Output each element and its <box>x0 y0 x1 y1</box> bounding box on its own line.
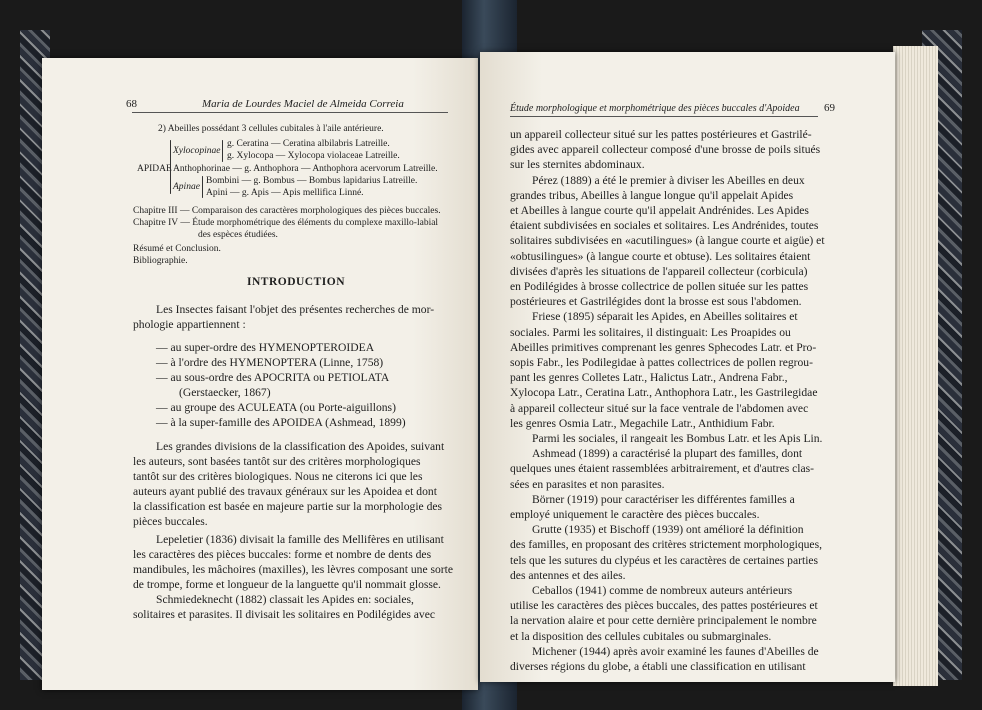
para2-line: la classification est basée en majeure partie sur la morphologie des <box>133 500 443 513</box>
right-text-line: Grutte (1935) et Bischoff (1939) ont amélioré la définition <box>532 523 804 537</box>
para4-line: solitaires et parasites. Il divisait les solitaires en Podilégides avec <box>133 608 436 621</box>
right-text-line: et Abeilles à langue courte qu'il appelait Andrénides. Les Apides <box>510 204 809 217</box>
tax-xyl-line1: g. Ceratina — Ceratina albilabris Latreille. <box>227 139 390 149</box>
right-text-line: Parmi les sociales, il rangeait les Bombus Latr. et les Apis Lin. <box>532 432 823 445</box>
resume: Résumé et Conclusion. <box>133 244 221 254</box>
right-text-line: divisées d'après les situations de l'appareil collecteur (corbicula) <box>510 264 808 278</box>
chapitre-4-cont: des espèces étudiées. <box>198 230 278 240</box>
right-text-line: gides avec appareil collecteur composé d'une brosse de poils situés <box>510 143 821 157</box>
tax-xyl-line2: g. Xylocopa — Xylocopa violaceae Latreille. <box>227 151 400 161</box>
list-item: — au groupe des ACULEATA (ou Porte-aiguillons) <box>156 401 396 414</box>
right-text-line: sées en parasites et non parasites. <box>510 477 665 491</box>
right-page-number: 69 <box>824 102 835 114</box>
chapitre-3: Chapitre III — Comparaison des caractères morphologiques des pièces buccales. <box>133 206 441 216</box>
tax-anthophorinae: Anthophorinae — g. Anthophora — Anthophora acervorum Latreille. <box>173 164 438 174</box>
list-item: — au super-ordre des HYMENOPTEROIDEA <box>156 341 375 354</box>
right-text-line: et la disposition des cellules cubitales ou submarginales. <box>510 629 772 643</box>
para3-line: de trompe, forme et longueur de la languette qu'il nommait glosse. <box>133 578 441 591</box>
left-page <box>42 58 478 690</box>
left-head-title: Maria de Lourdes Maciel de Almeida Correia <box>202 98 404 110</box>
tax-apinae: Apinae <box>173 182 200 192</box>
page-edges <box>893 46 938 686</box>
para2-line: pièces buccales. <box>133 515 208 528</box>
right-text-line: Börner (1919) pour caractériser les différentes familles a <box>532 492 795 506</box>
tax-api-line1: Bombini — g. Bombus — Bombus lapidarius Latreille. <box>206 176 418 186</box>
para3-line: Lepeletier (1836) divisait la famille des Mellifères en utilisant <box>156 533 444 546</box>
list-item: — à l'ordre des HYMENOPTERA (Linne, 1758) <box>156 356 384 369</box>
right-text-line: solitaires subdivisées en «acutilingues» (à langue courte et aigüe) et <box>510 234 825 248</box>
left-running-head <box>126 98 448 113</box>
right-text-line: des antennes et des ailes. <box>510 568 626 582</box>
list-item: — au sous-ordre des APOCRITA ou PETIOLATA <box>156 371 390 384</box>
right-text-line: la nervation alaire et pour cette dernière principalement le nombre <box>510 614 817 628</box>
right-text-line: Ashmead (1899) a caractérisé la plupart des familles, dont <box>532 447 803 461</box>
right-text-line: postérieures et Gastrilégides dont la brosse est sous l'abdomen. <box>510 295 802 309</box>
right-text-line: des familles, en proposant des critères strictement morphologiques, <box>510 538 822 552</box>
right-head-title: Étude morphologique et morphométrique des pièces buccales d'Apoidea <box>510 103 800 114</box>
list-item: (Gerstaecker, 1867) <box>179 386 271 399</box>
para3-line: les caractères des pièces buccales: forme et nombre de dents des <box>133 548 432 561</box>
right-text-line: diverses régions du globe, a établi une classification en utilisant <box>510 660 806 673</box>
xylocopinae-brace <box>222 140 223 162</box>
right-text-line: «obtusilingues» (à langue courte et obtuse). Les solitaires étaient <box>510 249 811 263</box>
para2-line: tantôt sur des critères biologiques. Nous ne citerons ici que les <box>133 470 423 483</box>
right-text-line: Michener (1944) après avoir examiné les faunes d'Abeilles de <box>532 644 819 658</box>
outline-item-2: 2) Abeilles possédant 3 cellules cubitales à l'aile antérieure. <box>158 124 384 134</box>
list-item: — à la super-famille des APOIDEA (Ashmead, 1899) <box>156 416 406 429</box>
para2-line: Les grandes divisions de la classification des Apoides, suivant <box>156 440 445 453</box>
right-text-line: quelques unes étaient rassemblées arbitrairement, et d'autres clas- <box>510 462 815 476</box>
para3-line: mandibules, les mâchoires (maxilles), les lèvres composant une sorte <box>133 563 454 576</box>
introduction-heading: INTRODUCTION <box>247 276 346 288</box>
right-text-line: utilise les caractères des pièces buccales, des pattes postérieures et <box>510 599 818 613</box>
para4-line: Schmiedeknecht (1882) classait les Apides en: sociales, <box>156 593 414 606</box>
right-text-line: sopis Fabr., les Podilegidae à pattes collectrices de pollen regrou- <box>510 356 813 369</box>
left-page-number: 68 <box>126 98 137 110</box>
right-page <box>480 52 895 682</box>
right-text-line: étaient subdivisées en sociales et solitaires. Les Andrénides, toutes <box>510 219 819 233</box>
right-text-line: employé uniquement le caractère des pièces buccales. <box>510 508 760 521</box>
right-text-line: un appareil collecteur situé sur les pattes postérieures et Gastrilé- <box>510 128 812 141</box>
tax-xylocopinae: Xylocopinae <box>173 146 221 156</box>
apinae-brace <box>202 176 203 198</box>
para2-line: auteurs ayant publié des travaux généraux sur les Apoidea et dont <box>133 485 437 498</box>
right-text-line: Ceballos (1941) comme de nombreux auteurs antérieurs <box>532 584 793 597</box>
right-text-line: Pérez (1889) a été le premier à diviser les Abeilles en deux <box>532 173 805 187</box>
intro-p1-l1: Les Insectes faisant l'objet des présentes recherches de mor- <box>156 303 435 316</box>
bibliographie: Bibliographie. <box>133 256 188 266</box>
right-text-line: à appareil collecteur situé sur la face ventrale de l'abdomen avec <box>510 401 809 415</box>
right-text-line: sociales. Parmi les solitaires, il distinguait: Les Proapides ou <box>510 325 791 339</box>
tax-api-line2: Apini — g. Apis — Apis mellifica Linné. <box>206 188 364 198</box>
right-text-line: les genres Osmia Latr., Megachile Latr., Anthidium Fabr. <box>510 416 775 430</box>
right-running-head <box>510 102 835 117</box>
intro-p1-l2: phologie appartiennent : <box>133 318 246 331</box>
right-text-line: en Podilégides à brosse collectrice de pollen située sur les pattes <box>510 280 809 293</box>
apidae-label: APIDAE <box>137 164 172 174</box>
right-text-line: pant les genres Colletes Latr., Halictus Latr., Andrena Fabr., <box>510 371 788 385</box>
right-text-line: Abeilles primitives comprenant les genres Sphecodes Latr. et Pro- <box>510 340 817 354</box>
right-text-line: grandes tribus, Abeilles à langue longue qu'il appelait Apides <box>510 188 794 202</box>
chapitre-4: Chapitre IV — Étude morphométrique des éléments du complexe maxillo-labial <box>133 218 439 228</box>
right-text-line: Friese (1895) séparait les Apides, en Abeilles solitaires et <box>532 310 798 324</box>
right-text-line: sur les sternites abdominaux. <box>510 158 645 172</box>
apidae-brace <box>170 140 171 194</box>
right-text-line: Xylocopa Latr., Ceratina Latr., Anthophora Latr., les Gastrilegidae <box>510 386 818 400</box>
para2-line: les auteurs, sont basées tantôt sur des critères morphologiques <box>133 455 421 468</box>
right-text-line: tels que les sutures du clypéus et les caractères de certaines parties <box>510 553 819 567</box>
